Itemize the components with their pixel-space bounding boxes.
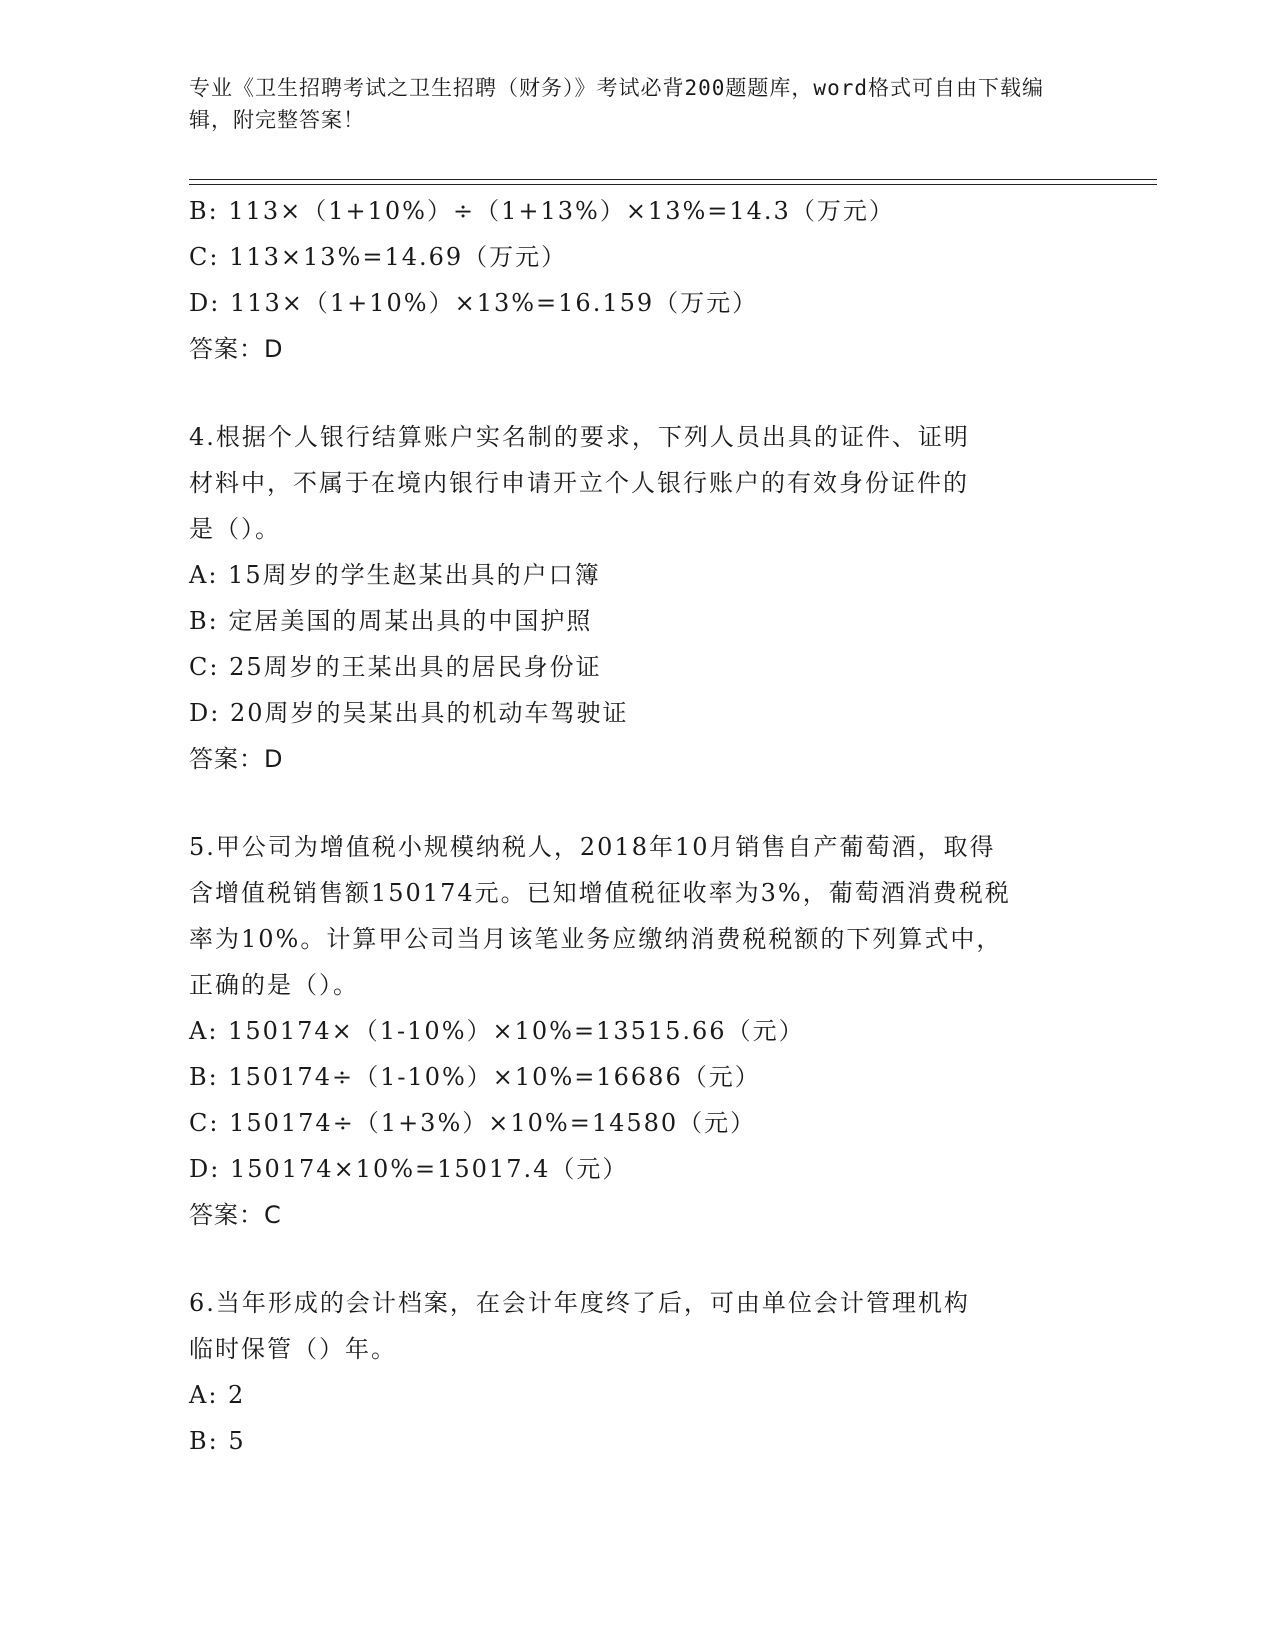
option-d: D: 150174×10%=15017.4（元） xyxy=(189,1155,629,1183)
question-stem-line: 是（）。 xyxy=(189,515,281,543)
option-b: B: 5 xyxy=(189,1427,246,1455)
option-a: A: 150174×（1-10%）×10%=13515.66（元） xyxy=(189,1017,805,1045)
answer-line: 答案：C xyxy=(189,1201,282,1229)
option-c: C: 150174÷（1+3%）×10%=14580（元） xyxy=(189,1109,757,1137)
option-d: D: 20周岁的吴某出具的机动车驾驶证 xyxy=(189,699,629,727)
header-text: 专业《卫生招聘考试之卫生招聘（财务）》考试必背200题题库，word格式可自由下载编辑，附完整答案！ xyxy=(189,76,1044,132)
document-body xyxy=(189,188,1089,1464)
option-b: B: 150174÷（1-10%）×10%=16686（元） xyxy=(189,1063,761,1091)
option-b: B: 113×（1+10%）÷（1+13%）×13%=14.3（万元） xyxy=(189,197,895,225)
option-d: D: 113×（1+10%）×13%=16.159（万元） xyxy=(189,289,759,317)
option-a: A: 2 xyxy=(189,1381,246,1409)
question-6 xyxy=(189,1280,1089,1464)
question-stem-line: 含增值税销售额150174元。已知增值税征收率为3%，葡萄酒消费税税 xyxy=(189,879,1011,907)
question-stem-line: 5.甲公司为增值税小规模纳税人，2018年10月销售自产葡萄酒，取得 xyxy=(189,833,996,861)
option-c: C: 25周岁的王某出具的居民身份证 xyxy=(189,653,602,681)
option-a: A: 15周岁的学生赵某出具的户口簿 xyxy=(189,561,601,589)
question-stem-line: 材料中，不属于在境内银行申请开立个人银行账户的有效身份证件的 xyxy=(189,469,969,497)
question-stem-line: 4.根据个人银行结算账户实名制的要求，下列人员出具的证件、证明 xyxy=(189,423,970,451)
question-3-continuation xyxy=(189,188,1089,372)
question-stem-line: 正确的是（）。 xyxy=(189,971,359,999)
answer-line: 答案：D xyxy=(189,745,284,773)
question-stem-line: 6.当年形成的会计档案，在会计年度终了后，可由单位会计管理机构 xyxy=(189,1289,970,1317)
option-b: B: 定居美国的周某出具的中国护照 xyxy=(189,607,593,635)
question-5 xyxy=(189,824,1089,1238)
question-4 xyxy=(189,414,1089,782)
question-stem-line: 临时保管（）年。 xyxy=(189,1335,397,1363)
header-divider-top xyxy=(189,179,1157,180)
header-divider-bottom xyxy=(189,184,1157,185)
answer-line: 答案：D xyxy=(189,335,284,363)
question-stem-line: 率为10%。计算甲公司当月该笔业务应缴纳消费税税额的下列算式中， xyxy=(189,925,1003,953)
document-header xyxy=(189,72,1069,136)
option-c: C: 113×13%=14.69（万元） xyxy=(189,243,568,271)
